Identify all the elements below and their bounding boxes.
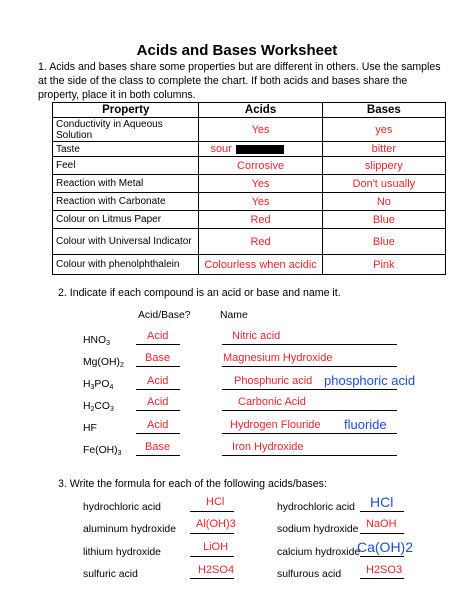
table-row bbox=[53, 255, 446, 275]
compound-formula: HF bbox=[83, 423, 97, 434]
property-cell: Colour with Universal Indicator bbox=[53, 229, 199, 255]
acid-base-answer: Acid bbox=[147, 396, 169, 408]
worksheet-title: Acids and Bases Worksheet bbox=[136, 42, 338, 59]
scribble-mark bbox=[236, 145, 284, 154]
question-2-text: 2. Indicate if each compound is an acid or base and name it. bbox=[58, 287, 341, 299]
compound-formula: $HNO_3$ bbox=[83, 335, 110, 347]
property-cell: Reaction with Metal bbox=[53, 175, 199, 193]
correction-note: fluoride bbox=[344, 417, 387, 432]
question-1-text: 1. Acids and bases share some properties but are different in others. Use the samples at the side of the class to complete the chart. If both acids and bases share the property, place it in both columns. bbox=[38, 61, 441, 101]
formula-answer: HCl bbox=[370, 494, 394, 510]
formula-answer: LiOH bbox=[203, 541, 229, 553]
acid-base-answer: Acid bbox=[147, 419, 169, 431]
acid-base-answer: Acid bbox=[147, 375, 169, 387]
compound-name: lithium hydroxide bbox=[83, 547, 161, 558]
property-cell: Feel bbox=[53, 157, 199, 175]
header-acids: Acids bbox=[199, 103, 322, 118]
formula-answer: H2SO3 bbox=[366, 564, 403, 576]
table-row bbox=[53, 142, 446, 157]
compound-name-answer: Nitric acid bbox=[232, 330, 281, 342]
question-3-text: 3. Write the formula for each of the following acids/bases: bbox=[58, 478, 327, 490]
table-row bbox=[53, 157, 446, 175]
compound-name-answer: Phosphuric acid bbox=[234, 375, 313, 387]
acids-answer: Red bbox=[199, 211, 322, 229]
column-acid-base: Acid/Base? bbox=[138, 310, 191, 321]
compound-name: hydrochloric acid bbox=[83, 502, 161, 513]
compound-name: sodium hydroxide bbox=[277, 524, 359, 535]
formula-answer: H2SO4 bbox=[198, 564, 235, 576]
compound-formula: $H_3PO_4$ bbox=[83, 379, 114, 391]
property-cell: Taste bbox=[53, 142, 199, 157]
compound-name: calcium hydroxide bbox=[277, 547, 361, 558]
formula-answer: NaOH bbox=[366, 518, 397, 530]
bases-answer: Don't usually bbox=[322, 175, 445, 193]
compound-name-answer: Hydrogen Flouride bbox=[230, 419, 321, 431]
compound-name: hydrochloric acid bbox=[277, 502, 355, 513]
acid-base-answer: Acid bbox=[147, 330, 169, 342]
compound-formula: $H_2CO_3$ bbox=[83, 401, 114, 413]
property-cell: Conductivity in Aqueous Solution bbox=[53, 118, 199, 142]
acids-answer: Red bbox=[199, 229, 322, 255]
compound-name-answer: Iron Hydroxide bbox=[232, 441, 304, 453]
header-bases: Bases bbox=[322, 103, 445, 118]
bases-answer: yes bbox=[322, 118, 445, 142]
formula-answer: HCl bbox=[206, 496, 225, 508]
bases-answer: Pink bbox=[322, 255, 445, 275]
bases-answer: bitter bbox=[322, 142, 445, 157]
acids-answer: Yes bbox=[199, 175, 322, 193]
formula-answer: Al(OH)3 bbox=[196, 518, 236, 530]
compound-name: sulfurous acid bbox=[277, 569, 342, 580]
properties-chart bbox=[52, 102, 446, 275]
property-cell: Colour with phenolphthalein bbox=[53, 255, 199, 275]
bases-answer: Blue bbox=[322, 229, 445, 255]
acids-answer: sour bbox=[210, 143, 232, 155]
property-cell: Reaction with Carbonate bbox=[53, 193, 199, 211]
bases-answer: slippery bbox=[322, 157, 445, 175]
acids-answer: Corrosive bbox=[199, 157, 322, 175]
compound-name: sulfuric acid bbox=[83, 569, 138, 580]
acids-answer: Yes bbox=[199, 193, 322, 211]
compound-name-answer: Carbonic Acid bbox=[238, 396, 306, 408]
compound-formula: $Mg(OH)_2$ bbox=[83, 357, 124, 369]
formula-answer: Ca(OH)2 bbox=[357, 539, 414, 555]
header-property: Property bbox=[53, 103, 199, 118]
acids-answer: Yes bbox=[199, 118, 322, 142]
acids-answer-cell bbox=[199, 142, 322, 157]
compound-name: aluminum hydroxide bbox=[83, 524, 176, 535]
chart-header-row bbox=[53, 103, 446, 118]
bases-answer: No bbox=[322, 193, 445, 211]
table-row bbox=[53, 175, 446, 193]
column-name: Name bbox=[220, 310, 248, 321]
correction-note: phosphoric acid bbox=[324, 373, 416, 388]
bases-answer: Blue bbox=[322, 211, 445, 229]
compound-name-answer: Magnesium Hydroxide bbox=[223, 352, 333, 364]
table-row bbox=[53, 193, 446, 211]
acids-answer: Colourless when acidic bbox=[199, 255, 322, 275]
property-cell: Colour on Litmus Paper bbox=[53, 211, 199, 229]
compound-formula: $Fe(OH)_3$ bbox=[83, 445, 122, 457]
table-row bbox=[53, 211, 446, 229]
table-row bbox=[53, 229, 446, 255]
table-row bbox=[53, 118, 446, 142]
acid-base-answer: Base bbox=[145, 441, 171, 453]
acid-base-answer: Base bbox=[145, 352, 171, 364]
